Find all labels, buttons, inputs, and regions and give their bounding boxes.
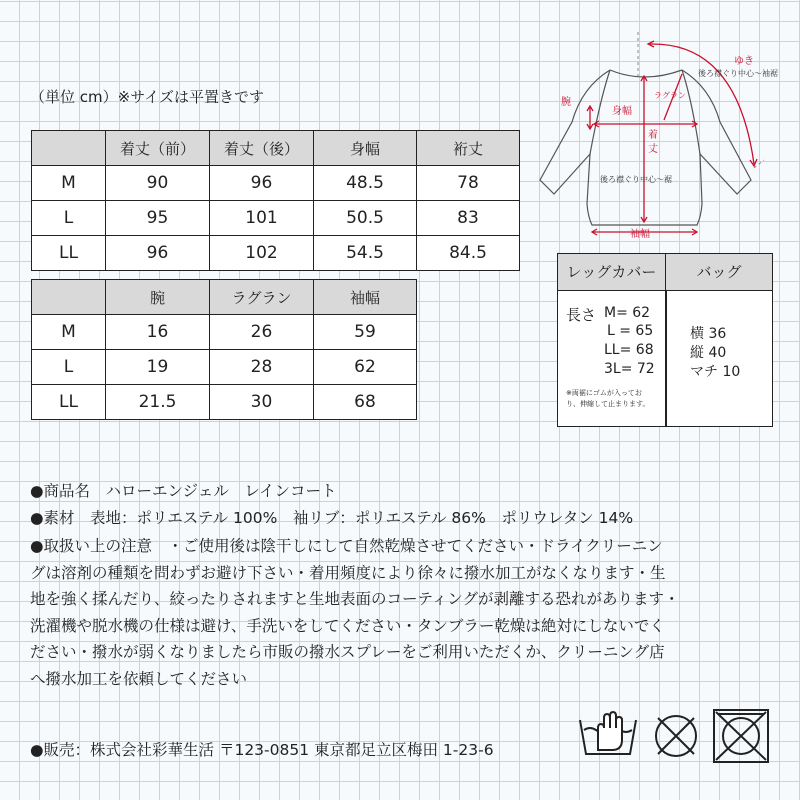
neckline-outline <box>610 70 682 77</box>
length-label-bottom: 丈 <box>648 144 658 155</box>
table-cell: 62 <box>314 350 417 385</box>
bag-header: バッグ <box>666 254 772 291</box>
care-icons <box>576 706 776 766</box>
table-cell: L <box>32 350 106 385</box>
size-table-main <box>31 130 520 271</box>
leg-cover-header: レッグカバー <box>558 254 666 291</box>
table-row <box>32 385 417 420</box>
table-cell: 95 <box>106 201 210 236</box>
table-cell: 96 <box>210 166 314 201</box>
table-cell: 54.5 <box>314 236 417 271</box>
seller: ●販売：株式会社彩華生活 〒123-0851 東京都足立区梅田 1-23-6 <box>30 741 494 759</box>
table-cell: 78 <box>417 166 520 201</box>
accessories-table <box>557 253 773 427</box>
bag-dimension: マチ 10 <box>690 364 741 380</box>
table-cell: 84.5 <box>417 236 520 271</box>
bag-dimension: 横 36 <box>690 326 727 342</box>
table-cell: 28 <box>210 350 314 385</box>
length-value: 3L= 72 <box>604 361 655 377</box>
yuki-label: ゆき <box>734 56 754 67</box>
table-cell: 26 <box>210 315 314 350</box>
back-center-label: 後ろ襟ぐり中心〜裾 <box>600 175 672 184</box>
elastic-note-line: り、伸縮して止まります。 <box>566 400 650 408</box>
table-header-cell: 裄丈 <box>417 131 520 166</box>
no-dry-clean-icon <box>714 710 768 762</box>
raglan-seam <box>590 70 610 154</box>
sleeve-width-label: 袖幅 <box>630 229 650 240</box>
table-cell: 48.5 <box>314 166 417 201</box>
table-cell: 68 <box>314 385 417 420</box>
table-cell: 19 <box>106 350 210 385</box>
table-header-cell: 腕 <box>106 280 210 315</box>
length-value: L = 65 <box>607 323 654 339</box>
table-cell: 102 <box>210 236 314 271</box>
care-notes <box>30 533 679 692</box>
table-header-cell: 袖幅 <box>314 280 417 315</box>
table-cell: L <box>32 201 106 236</box>
elastic-note <box>566 388 666 410</box>
table-header-cell: 身幅 <box>314 131 417 166</box>
care-line: グは溶剤の種類を問わずお避け下さい・着用頻度により徐々に撥水加工がなくなります・生 <box>30 563 666 582</box>
care-line: ●取扱い上の注意 ・ご使用後は陰干しにして自然乾燥させてください・ドライクリーニン <box>30 537 663 555</box>
table-cell: 30 <box>210 385 314 420</box>
table-cell: 16 <box>106 315 210 350</box>
table-row <box>32 201 520 236</box>
table-header-row <box>32 280 417 315</box>
table-header-cell: 着丈（前） <box>106 131 210 166</box>
garment-diagram <box>532 32 800 242</box>
care-line: 洗濯機や脱水機の仕様は避け、手洗いをしてください・タンブラー乾燥は絶対にしないでく <box>30 616 665 635</box>
arm-label: 腕 <box>561 97 571 108</box>
care-line: ださい・撥水が弱くなりましたら市販の撥水スプレーをご利用いただくか、クリーニング店 <box>30 643 665 661</box>
table-cell: 90 <box>106 166 210 201</box>
bag-dimension: 縦 40 <box>690 345 727 361</box>
table-header-cell: ラグラン <box>210 280 314 315</box>
material: ●素材 表地：ポリエステル 100% 袖リブ：ポリエステル 86% ポリウレタン 14% <box>30 509 634 527</box>
body-width-label: 身幅 <box>612 106 632 117</box>
length-value: LL= 68 <box>604 342 654 358</box>
table-cell: M <box>32 315 106 350</box>
product-name: ●商品名 ハローエンジェル レインコート <box>30 482 337 500</box>
care-line: へ撥水加工を依頼してください <box>30 669 248 688</box>
table-row <box>32 350 417 385</box>
length-label-top: 着 <box>648 130 658 141</box>
table-header-cell <box>32 280 106 315</box>
length-label: 長さ <box>566 306 597 324</box>
no-tumble-dry-icon <box>656 716 696 756</box>
table-cell: 59 <box>314 315 417 350</box>
table-header-row <box>32 131 520 166</box>
elastic-note-line: ※両裾にゴムが入ってお <box>566 389 642 397</box>
table-row <box>32 166 520 201</box>
size-table-arms <box>31 279 417 420</box>
raglan-label: ラグラン <box>654 91 686 100</box>
table-cell: M <box>32 166 106 201</box>
table-cell: 96 <box>106 236 210 271</box>
table-row <box>32 315 417 350</box>
table-header-cell <box>32 131 106 166</box>
table-cell: 101 <box>210 201 314 236</box>
table-header-cell: 着丈（後） <box>210 131 314 166</box>
table-cell: LL <box>32 236 106 271</box>
care-line: 地を強く揉んだり、絞ったりされますと生地表面のコーティングが剥離する恐れがあります・ <box>30 590 680 608</box>
length-value: M= 62 <box>604 305 651 321</box>
table-cell: 50.5 <box>314 201 417 236</box>
table-row <box>32 236 520 271</box>
unit-note: （単位 cm）※サイズは平置きです <box>30 88 264 106</box>
hand-wash-icon <box>580 712 636 754</box>
yuki-sub-label: 後ろ襟ぐり中心〜袖裾 <box>698 69 778 78</box>
table-cell: LL <box>32 385 106 420</box>
table-cell: 83 <box>417 201 520 236</box>
table-cell: 21.5 <box>106 385 210 420</box>
